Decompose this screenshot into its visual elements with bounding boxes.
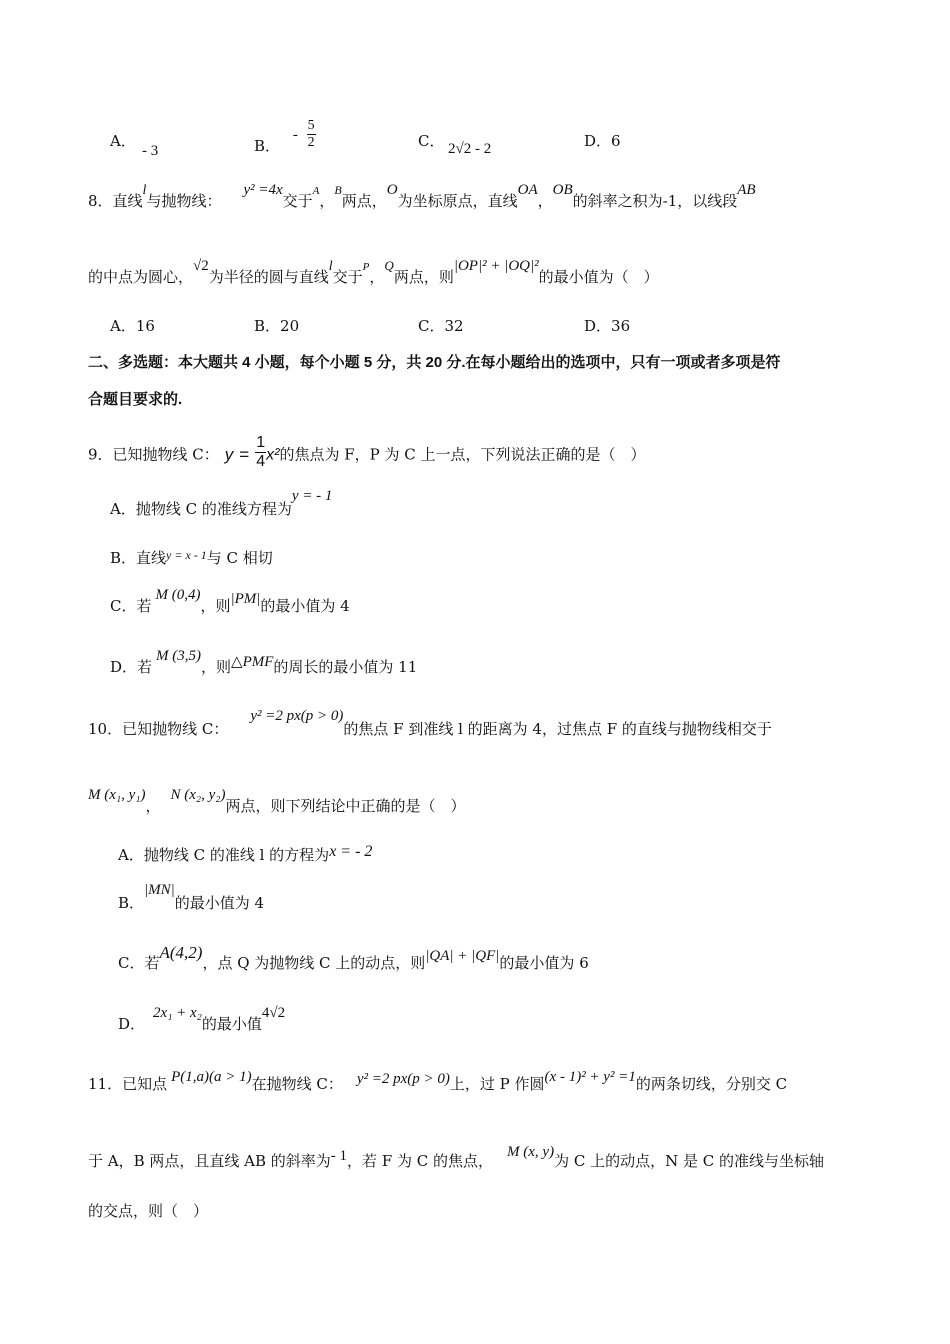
q8-text: 为半径的圆与直线 xyxy=(208,268,329,286)
q11-text: ，若 F 为 C 的焦点， xyxy=(347,1152,494,1170)
q8-text: 为坐标原点，直线 xyxy=(397,192,518,210)
q7-option-c-label: C． xyxy=(418,132,445,150)
q9-b-math: y = x - 1 xyxy=(166,548,207,562)
q8-text: 的最小值为（ ） xyxy=(538,268,659,286)
q8-oa: OA xyxy=(517,182,538,198)
q8-option-a: A．16 xyxy=(110,317,155,335)
q7-option-a-label: A． xyxy=(110,132,136,150)
q10-b-text: B． xyxy=(118,894,145,912)
q8-text: 与抛物线： xyxy=(146,192,222,210)
q10-option-d xyxy=(118,1005,286,1036)
q8-text: ， xyxy=(537,192,553,210)
q10-a-math: x = - 2 xyxy=(329,843,373,860)
q8-text: 交于 xyxy=(282,192,313,210)
q11-line-2 xyxy=(88,1144,824,1173)
q9-text: 9．已知抛物线 C： xyxy=(88,445,219,464)
q7-option-d: D．6 xyxy=(584,132,621,150)
q9-d-math2: △PMF xyxy=(231,654,274,670)
q10-option-a xyxy=(118,844,372,867)
q11-point-m: M (x, y) xyxy=(507,1144,555,1160)
q10-point-n: N (x₂, y₂) xyxy=(170,787,226,803)
q9-d-text: ，则 xyxy=(201,658,232,676)
q10-b-math: |MN| xyxy=(144,882,175,898)
q9-d-math: M (3,5) xyxy=(156,648,202,664)
q9-d-text: D．若 xyxy=(110,658,153,676)
q7-option-b-minus: - xyxy=(292,126,298,143)
q11-circle-eq: (x - 1)² + y² =1 xyxy=(544,1069,636,1085)
q10-c-math: A(4,2) xyxy=(159,943,203,962)
q10-c-math2: |QA| + |QF| xyxy=(425,948,500,964)
q9-b-text: 与 C 相切 xyxy=(206,549,273,567)
q9-frac-num: 1 xyxy=(256,434,266,451)
q7-b-numerator: 5 xyxy=(307,118,315,133)
q8-ab: AB xyxy=(737,182,756,198)
q7-b-denominator: 2 xyxy=(307,135,315,150)
q8-point-q: Q xyxy=(384,258,394,273)
q9-option-a xyxy=(110,488,333,521)
q8-option-c: C．32 xyxy=(418,317,464,335)
q10-point-m: M (x₁, y₁) xyxy=(88,787,146,803)
q11-slope: - 1 xyxy=(330,1148,348,1164)
q9-stem xyxy=(88,434,646,474)
q8-parabola-eq: y² =4x xyxy=(243,182,283,198)
q9-option-b xyxy=(110,547,273,570)
q8-text: 的斜率之积为-1，以线段 xyxy=(572,192,738,210)
q9-option-d xyxy=(110,648,418,679)
q8-text: 交于 xyxy=(332,268,363,286)
q7-option-a-value: - 3 xyxy=(142,143,159,159)
q9-c-text: 的最小值为 4 xyxy=(260,597,350,615)
q8-number: 8．直线 xyxy=(88,192,143,210)
q8-line-2 xyxy=(88,258,659,290)
q9-option-c xyxy=(110,587,350,618)
q9-a-text: A．抛物线 C 的准线方程为 xyxy=(110,500,292,518)
q8-text: 两点，则 xyxy=(393,268,454,286)
q8-origin: O xyxy=(386,182,398,198)
q9-eq-y: y xyxy=(224,444,234,464)
q9-d-text: 的周长的最小值为 11 xyxy=(273,658,418,676)
q11-text: 在抛物线 C： xyxy=(251,1075,343,1093)
q11-point-p: P(1,a)(a > 1) xyxy=(171,1069,252,1085)
q10-a-text: A．抛物线 C 的准线 l 的方程为 xyxy=(118,846,330,864)
q9-c-text: ，则 xyxy=(200,597,231,615)
q8-option-d: D．36 xyxy=(584,317,631,335)
q8-line-1 xyxy=(88,182,756,214)
q8-text: 的中点为圆心， xyxy=(88,268,194,286)
q10-text: 的焦点 F 到准线 l 的距离为 4，过焦点 F 的直线与抛物线相交于 xyxy=(343,720,772,738)
q10-line-2 xyxy=(88,787,466,818)
q8-text: 两点， xyxy=(341,192,387,210)
q7-option-b xyxy=(254,118,316,155)
q10-d-math2: 4√2 xyxy=(261,1005,286,1021)
q9-c-math: M (0,4) xyxy=(155,587,201,603)
q9-a-math: y = - 1 xyxy=(291,488,333,504)
q8-l: l xyxy=(142,183,147,198)
q11-line-3: 的交点，则（ ） xyxy=(88,1202,209,1220)
q8-point-a: A xyxy=(312,185,320,197)
q8-point-b: B xyxy=(334,183,342,197)
q10-d-text: D． xyxy=(118,1015,146,1033)
q10-line-1 xyxy=(88,708,772,741)
section-heading-line-1: 二、多选题：本大题共 4 小题，每个小题 5 分，共 20 分.在每小题给出的选项中，只有一项或者多项是符 xyxy=(88,354,781,371)
q10-d-math: 2x₁ + x₂ xyxy=(153,1005,202,1021)
q7-option-c xyxy=(418,130,444,152)
q7-option-a xyxy=(110,130,136,152)
q10-b-text: 的最小值为 4 xyxy=(174,894,265,912)
q9-text: 的焦点为 F，P 为 C 上一点，下列说法正确的是（ ） xyxy=(279,445,646,464)
q8-option-b: B．20 xyxy=(254,317,300,335)
q10-d-text: 的最小值 xyxy=(201,1015,262,1033)
q10-text: 10．已知抛物线 C： xyxy=(88,720,229,738)
q9-c-math2: |PM| xyxy=(230,591,261,607)
q10-parabola-eq: y² =2 px(p > 0) xyxy=(250,708,344,724)
q10-text: 两点，则下列结论中正确的是（ ） xyxy=(225,797,466,815)
q9-fraction xyxy=(255,434,266,471)
q10-c-text: 的最小值为 6 xyxy=(499,954,589,972)
q9-frac-den: 4 xyxy=(256,453,266,470)
section-heading-line-2: 合题目要求的. xyxy=(88,391,183,408)
q11-line-1 xyxy=(88,1069,788,1096)
q10-option-b xyxy=(118,882,265,915)
q7-option-b-label: B． xyxy=(254,136,281,155)
q8-text: ， xyxy=(319,192,335,210)
q9-eq-sign: = xyxy=(239,444,250,464)
q8-text: ， xyxy=(369,268,385,286)
q10-c-text: C．若 xyxy=(118,954,160,972)
q7-option-b-fraction xyxy=(307,118,316,151)
q9-c-text: C．若 xyxy=(110,597,152,615)
q11-text: 11．已知点 xyxy=(88,1075,168,1093)
q11-parabola-eq: y² =2 px(p > 0) xyxy=(356,1071,450,1087)
q8-ob: OB xyxy=(552,182,573,198)
q11-text: 上，过 P 作圆 xyxy=(449,1075,545,1093)
q8-radius: √2 xyxy=(193,258,209,274)
q8-l: l xyxy=(328,259,333,274)
q10-c-text: ，点 Q 为抛物线 C 上的动点，则 xyxy=(202,954,426,972)
q11-text: 于 A，B 两点，且直线 AB 的斜率为 xyxy=(88,1152,331,1170)
q10-option-c xyxy=(118,943,589,975)
q11-text: 为 C 上的动点，N 是 C 的准线与坐标轴 xyxy=(554,1152,824,1170)
q11-text: 的两条切线，分别交 C xyxy=(635,1075,788,1093)
q9-b-text: B．直线 xyxy=(110,549,167,567)
q8-expression: |OP|² + |OQ|² xyxy=(453,258,539,274)
q7-option-c-value: 2√2 - 2 xyxy=(448,141,492,157)
q10-text: ， xyxy=(145,797,161,815)
q8-point-p: P xyxy=(362,261,370,273)
q9-eq-x: x² xyxy=(266,446,280,464)
